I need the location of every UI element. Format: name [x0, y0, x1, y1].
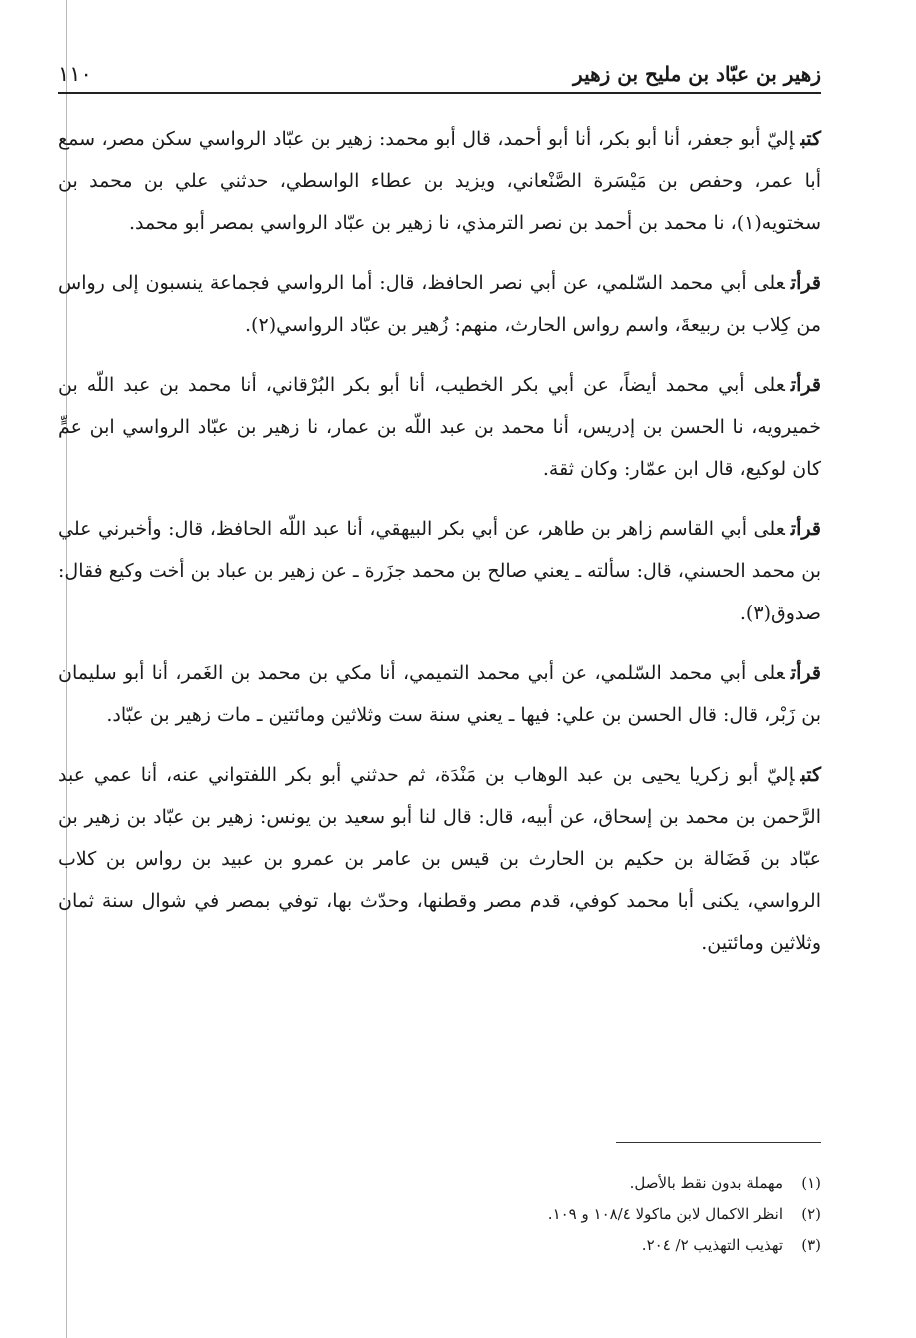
paragraph-text: على أبي محمد السّلمي، عن أبي محمد التميمي، أنا مكي بن محمد بن الغَمر، أنا أبو سليمان بن زَبْر، قال: قال الحسن بن علي: فيها ـ يعني سنة ست وثلاثين ومائتين ـ مات زهير بن عبّاد.	[58, 662, 821, 726]
paragraph	[58, 118, 821, 244]
page-number: ١١٠	[58, 62, 92, 86]
paragraph	[58, 364, 821, 490]
main-text	[58, 118, 821, 982]
footnote-number: (٣)	[801, 1236, 821, 1254]
paragraph-lead: قرأت	[790, 374, 821, 396]
page-header	[58, 52, 821, 94]
paragraph-text: إليّ أبو جعفر، أنا أبو بكر، أنا أبو أحمد، قال أبو محمد: زهير بن عبّاد الرواسي سكن مصر، سمع أبا عمر، وحفص بن مَيْسَرة الصَّنْعاني، ويزيد بن عطاء الواسطي، حدثني علي بن محمد بن سختويه(١)، نا محمد بن أحمد بن نصر الترمذي، نا زهير بن عبّاد الرواسي بمصر أبو محمد.	[58, 128, 821, 234]
paragraph	[58, 508, 821, 634]
paragraph	[58, 652, 821, 736]
footnote-separator	[616, 1142, 821, 1143]
footnotes	[58, 1168, 821, 1261]
paragraph-text: على أبي محمد أيضاً، عن أبي بكر الخطيب، أنا أبو بكر البُرْقاني، أنا محمد بن عبد اللّه بن خميرويه، نا الحسن بن إدريس، أنا محمد بن عبد اللّه بن عمار، نا زهير بن عبّاد الرواسي ابن عمٍّ كان لوكيع، قال ابن عمّار: وكان ثقة.	[58, 374, 821, 480]
paragraph-lead: كتب	[800, 128, 821, 150]
paragraph	[58, 754, 821, 964]
paragraph-lead: قرأت	[790, 272, 821, 294]
paragraph-text: على أبي محمد السّلمي، عن أبي نصر الحافظ، قال: أما الرواسي فجماعة ينسبون إلى رواس من كِلاب بن ربيعةَ، واسم رواس الحارث، منهم: زُهير بن عبّاد الرواسي(٢).	[58, 272, 821, 336]
footnote-text: تهذيب التهذيب ٢/ ٢٠٤.	[641, 1236, 783, 1254]
footnote	[58, 1199, 821, 1230]
footnote	[58, 1168, 821, 1199]
footnote-text: مهملة بدون نقط بالأصل.	[629, 1174, 783, 1192]
footnote	[58, 1230, 821, 1261]
paragraph-text: على أبي القاسم زاهر بن طاهر، عن أبي بكر البيهقي، أنا عبد اللّه الحافظ، قال: وأخبرني علي بن محمد الحسني، قال: سألته ـ يعني صالح بن محمد جزَرة ـ عن زهير بن عباد بن أخت وكيع فقال: صدوق(٣).	[58, 518, 821, 624]
paragraph-text: إليّ أبو زكريا يحيى بن عبد الوهاب بن مَنْدَة، ثم حدثني أبو بكر اللفتواني عنه، أنا عمي عبد الرَّحمن بن محمد بن إسحاق، عن أبيه، قال: قال لنا أبو سعيد بن يونس: زهير بن عبّاد بن زهير بن عبّاد بن فَضَالة بن حكيم بن الحارث بن قيس بن عامر بن عمرو بن عبيد بن رواس بن كلاب الرواسي، يكنى أبا محمد كوفي، قدم مصر وقطنها، وحدّث بها، توفي بمصر في شوال سنة ثمان وثلاثين ومائتين.	[58, 764, 821, 954]
paragraph	[58, 262, 821, 346]
footnote-number: (١)	[801, 1174, 821, 1192]
footnote-number: (٢)	[801, 1205, 821, 1223]
paragraph-lead: قرأت	[790, 518, 821, 540]
paragraph-lead: قرأت	[790, 662, 821, 684]
paragraph-lead: كتب	[800, 764, 821, 786]
running-title: زهير بن عبّاد بن مليح بن زهير	[573, 62, 821, 86]
footnote-text: انظر الاكمال لابن ماكولا ١٠٨/٤ و ١٠٩.	[547, 1205, 783, 1223]
